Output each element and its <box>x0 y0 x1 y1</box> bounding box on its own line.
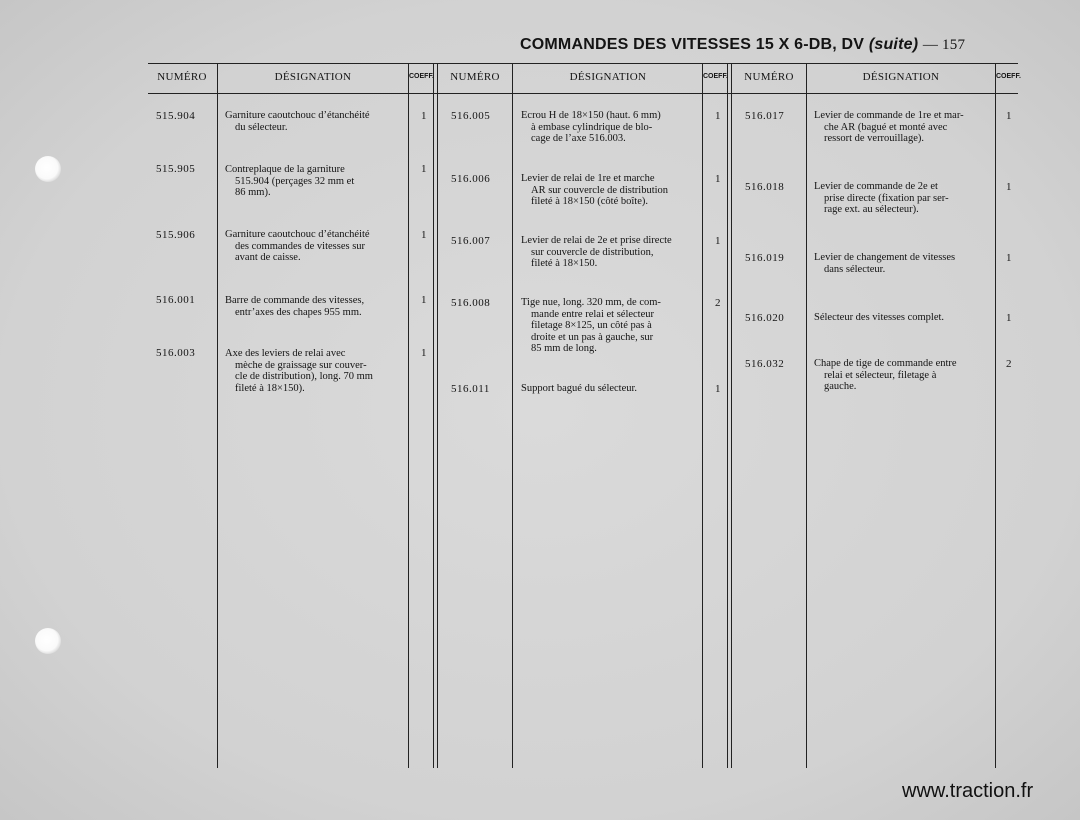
part-number: 516.017 <box>745 110 785 122</box>
title-main: COMMANDES DES VITESSES 15 X 6-DB, DV <box>520 36 865 53</box>
part-number: 515.905 <box>156 163 196 175</box>
part-designation <box>225 164 407 199</box>
part-coeff: 1 <box>1006 312 1012 324</box>
designation-line: cle de distribution), long. 70 mm <box>235 371 373 383</box>
header-numero: NUMÉRO <box>157 71 207 83</box>
designation-line: prise directe (fixation par ser- <box>824 192 949 204</box>
designation-line: ressort de verrouillage). <box>824 133 925 145</box>
part-coeff: 1 <box>421 110 427 122</box>
designation-line: Levier de changement de vitesses <box>814 252 956 263</box>
part-number: 516.018 <box>745 181 785 193</box>
title-suite: (suite) <box>868 36 919 53</box>
part-number: 516.006 <box>451 173 491 185</box>
part-number: 516.019 <box>745 252 785 264</box>
designation-line: mèche de graissage sur couver- <box>235 359 367 371</box>
designation-line: Support bagué du sélecteur. <box>521 383 638 394</box>
part-number: 516.008 <box>451 297 491 309</box>
column-divider <box>702 63 703 768</box>
part-number: 516.001 <box>156 294 196 306</box>
part-coeff: 1 <box>421 347 427 359</box>
designation-line: Levier de commande de 2e et <box>814 181 938 192</box>
part-coeff: 1 <box>1006 110 1012 122</box>
part-coeff: 1 <box>715 383 721 395</box>
designation-line: 515.904 (perçages 32 mm et <box>235 175 355 187</box>
designation-line: Ecrou H de 18×150 (haut. 6 mm) <box>521 110 661 121</box>
punch-hole-bottom <box>35 628 61 654</box>
designation-line: Sélecteur des vitesses complet. <box>814 312 945 323</box>
designation-line: che AR (bagué et monté avec <box>824 121 948 133</box>
column-divider <box>727 63 728 768</box>
header-coeff: COEFF. <box>996 73 1021 80</box>
designation-line: relai et sélecteur, filetage à <box>824 369 937 381</box>
part-designation <box>521 173 701 208</box>
punch-hole-top <box>35 156 61 182</box>
designation-line: Barre de commande des vitesses, <box>225 295 365 306</box>
part-coeff: 1 <box>715 110 721 122</box>
designation-line: Contreplaque de la garniture <box>225 164 345 175</box>
column-divider <box>217 63 218 768</box>
designation-line: sur couvercle de distribution, <box>531 246 654 258</box>
part-designation <box>225 348 407 394</box>
part-designation <box>814 181 994 216</box>
part-number: 516.005 <box>451 110 491 122</box>
designation-line: fileté à 18×150 (côté boîte). <box>531 196 649 208</box>
part-number: 516.011 <box>451 383 490 395</box>
designation-line: entr’axes des chapes 955 mm. <box>235 306 362 318</box>
part-designation <box>521 297 701 355</box>
part-number: 516.003 <box>156 347 196 359</box>
part-coeff: 1 <box>421 163 427 175</box>
header-coeff: COEFF. <box>409 73 434 80</box>
designation-line: Levier de relai de 2e et prise directe <box>521 235 672 246</box>
part-designation <box>521 383 701 395</box>
part-coeff: 1 <box>421 229 427 241</box>
part-number: 516.032 <box>745 358 785 370</box>
designation-line: droite et un pas à gauche, sur <box>531 331 654 343</box>
designation-line: à embase cylindrique de blo- <box>531 121 653 133</box>
designation-line: AR sur couvercle de distribution <box>531 184 669 196</box>
designation-line: avant de caisse. <box>235 252 301 264</box>
part-coeff: 2 <box>1006 358 1012 370</box>
column-divider <box>995 63 996 768</box>
part-number: 515.904 <box>156 110 196 122</box>
designation-line: mande entre relai et sélecteur <box>531 308 655 320</box>
designation-line: Axe des leviers de relai avec <box>225 348 346 359</box>
part-coeff: 1 <box>715 173 721 185</box>
part-designation <box>521 235 701 270</box>
designation-line: 85 mm de long. <box>531 343 597 355</box>
designation-line: des commandes de vitesses sur <box>235 240 366 252</box>
column-divider <box>408 63 409 768</box>
designation-line: dans sélecteur. <box>824 263 886 275</box>
designation-line: cage de l’axe 516.003. <box>531 133 626 145</box>
header-designation: DÉSIGNATION <box>862 71 940 83</box>
part-designation <box>814 312 994 324</box>
part-designation <box>814 358 994 393</box>
header-coeff: COEFF. <box>703 73 728 80</box>
column-divider <box>731 63 732 768</box>
designation-line: du sélecteur. <box>235 121 288 133</box>
designation-line: fileté à 18×150. <box>531 258 598 270</box>
header-bottom-rule <box>148 93 1018 94</box>
part-designation <box>814 252 994 275</box>
designation-line: 86 mm). <box>235 187 271 199</box>
part-coeff: 1 <box>1006 181 1012 193</box>
header-numero: NUMÉRO <box>450 71 500 83</box>
designation-line: Chape de tige de commande entre <box>814 358 957 369</box>
header-designation: DÉSIGNATION <box>569 71 647 83</box>
part-number: 516.007 <box>451 235 491 247</box>
part-designation <box>225 295 407 318</box>
column-divider <box>433 63 434 768</box>
designation-line: rage ext. au sélecteur). <box>824 204 919 216</box>
part-number: 516.020 <box>745 312 785 324</box>
designation-line: filetage 8×125, un côté pas à <box>531 320 652 332</box>
part-coeff: 1 <box>715 235 721 247</box>
site-watermark: www.traction.fr <box>902 780 1034 802</box>
designation-line: gauche. <box>824 381 857 393</box>
part-number: 515.906 <box>156 229 196 241</box>
designation-line: Levier de relai de 1re et marche <box>521 173 655 184</box>
part-coeff: 1 <box>1006 252 1012 264</box>
designation-line: Garniture caoutchouc d’étanchéité <box>225 110 370 121</box>
designation-line: Tige nue, long. 320 mm, de com- <box>521 297 661 308</box>
header-designation: DÉSIGNATION <box>274 71 352 83</box>
part-designation <box>225 110 407 133</box>
page-number: — 157 <box>922 37 966 53</box>
header-numero: NUMÉRO <box>744 71 794 83</box>
column-divider <box>806 63 807 768</box>
designation-line: fileté à 18×150). <box>235 382 305 394</box>
part-coeff: 2 <box>715 297 721 309</box>
designation-line: Levier de commande de 1re et mar- <box>814 110 964 121</box>
table-top-rule <box>148 63 1018 64</box>
part-designation <box>814 110 994 145</box>
column-divider <box>437 63 438 768</box>
part-designation <box>225 229 407 264</box>
column-divider <box>512 63 513 768</box>
part-coeff: 1 <box>421 294 427 306</box>
part-designation <box>521 110 701 145</box>
designation-line: Garniture caoutchouc d’étanchéité <box>225 229 370 240</box>
page-title <box>520 36 1040 58</box>
